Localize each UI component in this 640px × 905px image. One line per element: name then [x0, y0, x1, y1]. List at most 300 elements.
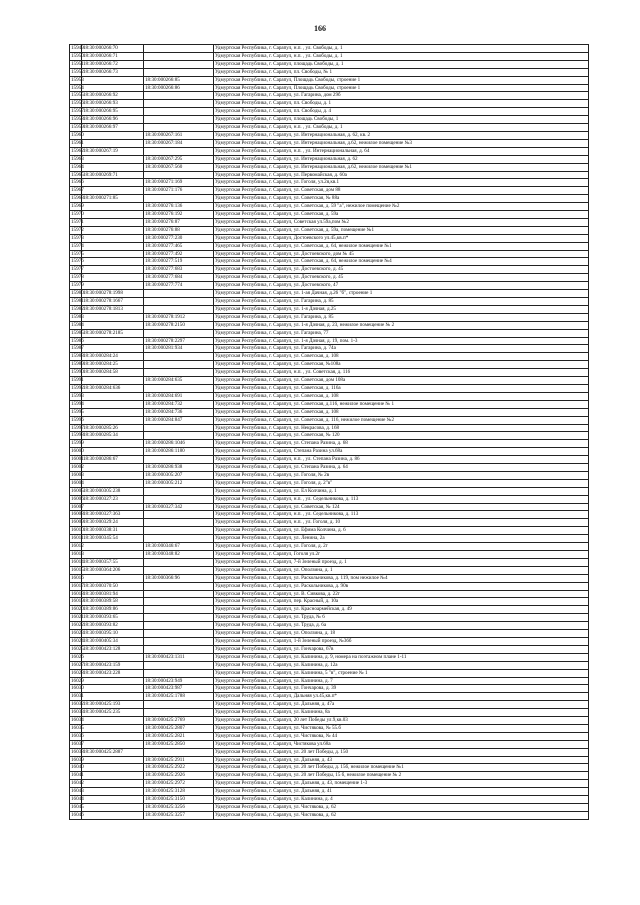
- address-cell: Удмуртская Республика, г. Сарапул, ул. Чистякова, д. 62: [214, 811, 589, 819]
- table-row: [70, 748, 589, 756]
- row-number-cell: 15962: [71, 147, 84, 154]
- land-cadastral-number-cell: [82, 503, 144, 511]
- row-number-cell: 16045: [71, 804, 84, 810]
- land-cadastral-number-cell: [82, 321, 144, 329]
- address-cell: Удмуртская Республика, г. Сарапул, н.п. , ул. Гоголя, д. 10: [214, 519, 589, 527]
- address-cell: Удмуртская Республика, г. Сарапул, ул. Достоевского, 47: [214, 282, 589, 290]
- row-number-cell: 15972: [71, 226, 84, 233]
- land-cadastral-number-cell: [82, 187, 144, 195]
- table-row: [70, 740, 589, 748]
- row-number-cell: 15996: [71, 416, 84, 423]
- row-number-cell: 16035: [71, 724, 84, 731]
- land-cadastral-number-cell: [82, 448, 144, 456]
- object-cadastral-number-cell: 18:30:000276:136: [144, 203, 214, 211]
- address-cell: Удмуртская Республика, г. Сарапул, ул. Советская, д. 59 "а", нежилое помещение №2: [214, 203, 589, 211]
- row-number-cell: 15979: [71, 282, 84, 289]
- address-cell: Удмуртская Республика, г. Сарапул, н.п. , ул. Свободы, д. 1: [214, 45, 589, 53]
- table-row: [70, 677, 589, 685]
- object-cadastral-number-cell: 18:30:000276:87: [144, 218, 214, 226]
- address-cell: Удмуртская Республика, г. Сарапул, 7-й Зеленый проезд, д. 1: [214, 558, 589, 566]
- table-row: [70, 464, 589, 472]
- land-cadastral-number-cell: [82, 282, 144, 290]
- address-cell: Удмуртская Республика, г. Сарапул, ул. Калинина, д. 7: [214, 677, 589, 685]
- land-cadastral-number-cell: [82, 234, 144, 242]
- land-cadastral-number-cell: 18:30:000269:71: [82, 171, 144, 179]
- land-cadastral-number-cell: [82, 756, 144, 764]
- object-cadastral-number-cell: 18:30:000277:230: [144, 234, 214, 242]
- land-cadastral-number-cell: [82, 218, 144, 226]
- row-number-cell: 16016: [71, 574, 84, 581]
- address-cell: Удмуртская Республика, г. Сарапул, площадь Свободы, д. 1: [214, 60, 589, 68]
- table-row: [70, 551, 589, 559]
- address-cell: Удмуртская Республика, г. Сарапул, ул. Калинина, 8а: [214, 709, 589, 717]
- table-row: [70, 788, 589, 796]
- land-cadastral-number-cell: 18:30:000327:23: [82, 495, 144, 503]
- land-cadastral-number-cell: 18:30:000284:58: [82, 369, 144, 377]
- address-cell: Удмуртская Республика, г. Сарапул, ул. 1-я Дачная, д. 23, нежилое помещение № 2: [214, 321, 589, 329]
- object-cadastral-number-cell: 18:30:000423:949: [144, 677, 214, 685]
- address-cell: Удмуртская Республика, г. Сарапул, ул. 20 лет Победы, д. 15б, нежилое помещение №1: [214, 764, 589, 772]
- land-cadastral-number-cell: [82, 408, 144, 416]
- object-cadastral-number-cell: 18:30:000423:987: [144, 685, 214, 693]
- object-cadastral-number-cell: [144, 582, 214, 590]
- address-cell: Удмуртская Республика, г. Сарапул, ул. Советская, д.116, нежилое помещение № 1: [214, 400, 589, 408]
- row-number-cell: 16046: [71, 811, 84, 818]
- address-cell: Удмуртская Республика, г. Сарапул, Степана Разина ул.68а: [214, 448, 589, 456]
- row-number-cell: 16008: [71, 511, 84, 518]
- land-cadastral-number-cell: 18:30:000423:228: [82, 669, 144, 677]
- address-cell: Удмуртская Республика, г. Сарапул, ул. Гагарина, д. 85: [214, 313, 589, 321]
- table-row: [70, 487, 589, 495]
- land-cadastral-number-cell: 18:30:000271:85: [82, 195, 144, 203]
- address-cell: Удмуртская Республика, г. Сарапул, ул. Калинина, д. 4: [214, 796, 589, 804]
- land-cadastral-number-cell: 18:30:000266:92: [82, 92, 144, 100]
- row-number-cell: 16013: [71, 551, 84, 557]
- table-row: [70, 337, 589, 345]
- table-row: [70, 598, 589, 606]
- object-cadastral-number-cell: 18:30:000278:1912: [144, 313, 214, 321]
- address-cell: Удмуртская Республика, г. Сарапул, н.п. , ул. Степана Разина, д. 86: [214, 456, 589, 464]
- object-cadastral-number-cell: [144, 147, 214, 155]
- land-cadastral-number-cell: 18:30:000338:31: [82, 527, 144, 535]
- object-cadastral-number-cell: 18:30:000267:161: [144, 131, 214, 139]
- object-cadastral-number-cell: [144, 701, 214, 709]
- table-row: [70, 353, 589, 361]
- row-number-cell: 16034: [71, 717, 84, 724]
- row-number-cell: 15992: [71, 384, 84, 391]
- land-cadastral-number-cell: [82, 653, 144, 661]
- table-row: [70, 266, 589, 274]
- table-row: [70, 432, 589, 440]
- land-cadastral-number-cell: [82, 155, 144, 163]
- object-cadastral-number-cell: 18:30:000277:492: [144, 250, 214, 258]
- row-number-cell: 15995: [71, 408, 84, 415]
- object-cadastral-number-cell: 18:30:000425:3256: [144, 804, 214, 812]
- row-number-cell: 15954: [71, 84, 84, 91]
- row-number-cell: 16024: [71, 637, 84, 644]
- row-number-cell: 15974: [71, 242, 84, 249]
- land-cadastral-number-cell: [82, 780, 144, 788]
- land-cadastral-number-cell: [82, 464, 144, 472]
- table-row: [70, 290, 589, 298]
- table-row: [70, 250, 589, 258]
- table-row: [70, 479, 589, 487]
- address-cell: Удмуртская Республика, г. Сарапул, ул. Достоевского, дом № 45: [214, 250, 589, 258]
- object-cadastral-number-cell: 18:30:000284:635: [144, 377, 214, 385]
- row-number-cell: 15966: [71, 179, 84, 186]
- row-number-cell: 15990: [71, 369, 84, 376]
- address-cell: Удмуртская Республика, г. Сарапул, ул. 1-я Дачная, д.25: [214, 305, 589, 313]
- object-cadastral-number-cell: 18:30:000277:774: [144, 282, 214, 290]
- table-row: [70, 131, 589, 139]
- object-cadastral-number-cell: [144, 369, 214, 377]
- object-cadastral-number-cell: [144, 748, 214, 756]
- row-number-cell: 15969: [71, 203, 84, 210]
- object-cadastral-number-cell: 18:30:000284:732: [144, 400, 214, 408]
- land-cadastral-number-cell: 18:30:000266:95: [82, 108, 144, 116]
- table-row: [70, 424, 589, 432]
- object-cadastral-number-cell: [144, 424, 214, 432]
- address-cell: Удмуртская Республика, г. Сарапул, ул. Советская, д. 59а: [214, 211, 589, 219]
- table-row: [70, 732, 589, 740]
- land-cadastral-number-cell: 18:30:000393:82: [82, 622, 144, 630]
- land-cadastral-number-cell: [82, 345, 144, 353]
- land-cadastral-number-cell: [82, 543, 144, 551]
- address-cell: Удмуртская Республика, г. Сарапул, ул. Советская, д. 108: [214, 353, 589, 361]
- object-cadastral-number-cell: [144, 290, 214, 298]
- address-cell: Удмуртская Республика, г. Сарапул, Дальняя ул.45,кв.п*: [214, 693, 589, 701]
- object-cadastral-number-cell: 18:30:000425:3257: [144, 811, 214, 819]
- row-number-cell: 15955: [71, 92, 84, 99]
- land-cadastral-number-cell: 18:30:000266:96: [82, 116, 144, 124]
- object-cadastral-number-cell: [144, 456, 214, 464]
- object-cadastral-number-cell: [144, 566, 214, 574]
- land-cadastral-number-cell: 18:30:000393:65: [82, 614, 144, 622]
- object-cadastral-number-cell: 18:30:000425:2807: [144, 724, 214, 732]
- table-row: [70, 614, 589, 622]
- land-cadastral-number-cell: [82, 724, 144, 732]
- table-row: [70, 653, 589, 661]
- row-number-cell: 16030: [71, 685, 84, 692]
- table-row: [70, 92, 589, 100]
- row-number-cell: 15965: [71, 171, 84, 178]
- address-cell: Удмуртская Республика, г. Сарапул, н.п. , ул. Седельникова, д. 113: [214, 511, 589, 519]
- table-row: [70, 163, 589, 171]
- land-cadastral-number-cell: 18:30:000425:193: [82, 701, 144, 709]
- address-cell: Удмуртская Республика, г. Сарапул, ул. Советская, д. 108: [214, 392, 589, 400]
- land-cadastral-number-cell: [82, 693, 144, 701]
- table-row: [70, 361, 589, 369]
- object-cadastral-number-cell: 18:30:000276:88: [144, 226, 214, 234]
- address-cell: Удмуртская Республика, г. Сарапул, ул. Гагарина, 77: [214, 329, 589, 337]
- land-cadastral-number-cell: 18:30:000423:159: [82, 661, 144, 669]
- object-cadastral-number-cell: [144, 622, 214, 630]
- table-row: [70, 68, 589, 76]
- table-row: [70, 108, 589, 116]
- land-cadastral-number-cell: 18:30:000423:128: [82, 645, 144, 653]
- address-cell: Удмуртская Республика, г. Сарапул, ул. Оползина, д. 18: [214, 630, 589, 638]
- object-cadastral-number-cell: [144, 669, 214, 677]
- table-row: [70, 329, 589, 337]
- row-number-cell: 16041: [71, 772, 84, 779]
- address-cell: Удмуртская Республика, г. Сарапул, ул. Ел Колчина, д. 1: [214, 487, 589, 495]
- row-number-cell: 15973: [71, 234, 84, 241]
- land-cadastral-number-cell: [82, 740, 144, 748]
- land-cadastral-number-cell: 18:30:000345:54: [82, 535, 144, 543]
- land-cadastral-number-cell: 18:30:000370:50: [82, 582, 144, 590]
- object-cadastral-number-cell: [144, 709, 214, 717]
- land-cadastral-number-cell: [82, 377, 144, 385]
- address-cell: Удмуртская Республика, г. Сарапул, ул. Советская, д. 116, нежилое помещение №2: [214, 416, 589, 424]
- row-number-cell: 16039: [71, 756, 84, 763]
- land-cadastral-number-cell: 18:30:000286:67: [82, 456, 144, 464]
- row-number-cell: 15957: [71, 108, 84, 115]
- row-number-cell: 15988: [71, 353, 84, 360]
- object-cadastral-number-cell: 18:30:000284:847: [144, 416, 214, 424]
- table-row: [70, 187, 589, 195]
- object-cadastral-number-cell: [144, 100, 214, 108]
- object-cadastral-number-cell: [144, 52, 214, 60]
- row-number-cell: 16023: [71, 630, 84, 637]
- table-row: [70, 582, 589, 590]
- object-cadastral-number-cell: 18:30:000278:2150: [144, 321, 214, 329]
- address-cell: Удмуртская Республика, г. Сарапул, ул. В. Сивкова, д. 22г: [214, 590, 589, 598]
- row-number-cell: 16033: [71, 709, 84, 716]
- address-cell: Удмуртская Республика, г. Сарапул, ул. Гагарина, д. 74а: [214, 345, 589, 353]
- land-cadastral-number-cell: 18:30:000425:2887: [82, 748, 144, 756]
- table-row: [70, 495, 589, 503]
- address-cell: Удмуртская Республика, г. Сарапул, ул. 20 лет Победы, д. 150: [214, 748, 589, 756]
- table-row: [70, 369, 589, 377]
- object-cadastral-number-cell: 18:30:000277:683: [144, 266, 214, 274]
- land-cadastral-number-cell: [82, 479, 144, 487]
- table-row: [70, 764, 589, 772]
- row-number-cell: 15964: [71, 163, 84, 170]
- address-cell: Удмуртская Республика, г. Сарапул, ул. Гончарова, 67в: [214, 645, 589, 653]
- object-cadastral-number-cell: [144, 495, 214, 503]
- object-cadastral-number-cell: 18:30:000305:207: [144, 471, 214, 479]
- row-number-cell: 15977: [71, 266, 84, 273]
- table-row: [70, 590, 589, 598]
- row-number-cell: 15967: [71, 187, 84, 194]
- land-cadastral-number-cell: [82, 131, 144, 139]
- row-number-cell: 15970: [71, 211, 84, 218]
- object-cadastral-number-cell: [144, 661, 214, 669]
- address-cell: Удмуртская Республика, г. Сарапул, ул. Советская, дом 108а: [214, 377, 589, 385]
- table-row: [70, 345, 589, 353]
- address-cell: Удмуртская Республика, г. Сарапул, н.п. , ул. Свободы, д. 1: [214, 52, 589, 60]
- row-number-cell: 16021: [71, 614, 84, 621]
- table-row: [70, 543, 589, 551]
- row-number-cell: 15978: [71, 274, 84, 281]
- address-cell: Удмуртская Республика, г. Сарапул, ул. Чистякова, № 55.б: [214, 724, 589, 732]
- object-cadastral-number-cell: 18:30:000271:169: [144, 179, 214, 187]
- land-cadastral-number-cell: [82, 203, 144, 211]
- table-row: [70, 392, 589, 400]
- table-row: [70, 258, 589, 266]
- address-cell: Удмуртская Республика, г. Сарапул, ул. Дальняя, д. 43: [214, 756, 589, 764]
- address-cell: Удмуртская Республика, г. Сарапул, ул. Калинина, д. 9, номера на поэтажном плане 1-11: [214, 653, 589, 661]
- row-number-cell: 15976: [71, 258, 84, 265]
- row-number-cell: 16000: [71, 448, 84, 455]
- object-cadastral-number-cell: 18:30:000271:176: [144, 187, 214, 195]
- address-cell: Удмуртская Республика, г. Сарапул, пл. Свободы, д. 1: [214, 100, 589, 108]
- land-cadastral-number-cell: 18:30:000284:24: [82, 353, 144, 361]
- land-cadastral-number-cell: [82, 163, 144, 171]
- address-cell: Удмуртская Республика, г. Сарапул, ул. Дальняя, д. 47а: [214, 701, 589, 709]
- land-cadastral-number-cell: 18:30:000357:55: [82, 558, 144, 566]
- land-cadastral-number-cell: [82, 732, 144, 740]
- land-cadastral-number-cell: 18:30:000284:636: [82, 384, 144, 392]
- table-row: [70, 448, 589, 456]
- row-number-cell: 15975: [71, 250, 84, 257]
- table-row: [70, 100, 589, 108]
- row-number-cell: 16011: [71, 535, 84, 542]
- address-cell: Удмуртская Республика, г. Сарапул, ул. Раскольникова, д. 119, пом нежилое №4: [214, 574, 589, 582]
- table-row: [70, 400, 589, 408]
- row-number-cell: 15953: [71, 76, 84, 83]
- table-row: [70, 574, 589, 582]
- object-cadastral-number-cell: [144, 60, 214, 68]
- object-cadastral-number-cell: [144, 124, 214, 132]
- land-cadastral-number-cell: 18:30:000329:24: [82, 519, 144, 527]
- address-cell: Удмуртская Республика, г. Сарапул, н.п. , ул. Советская, д. 116: [214, 369, 589, 377]
- row-number-cell: 16029: [71, 677, 84, 684]
- table-row: [70, 645, 589, 653]
- table-row: [70, 701, 589, 709]
- table-row: [70, 218, 589, 226]
- object-cadastral-number-cell: 18:30:000425:2850: [144, 740, 214, 748]
- address-cell: Удмуртская Республика, г. Сарапул, ул. Советская, д. 116а: [214, 384, 589, 392]
- land-cadastral-number-cell: [82, 811, 144, 819]
- row-number-cell: 16012: [71, 543, 84, 550]
- row-number-cell: 15989: [71, 361, 84, 368]
- address-cell: Удмуртская Республика, г. Сарапул, ул. Советская, № 88а: [214, 195, 589, 203]
- land-cadastral-number-cell: 18:30:000425:235: [82, 709, 144, 717]
- table-row: [70, 203, 589, 211]
- row-number-cell: 15994: [71, 400, 84, 407]
- land-cadastral-number-cell: 18:30:000381:94: [82, 590, 144, 598]
- address-cell: Удмуртская Республика, г. Сарапул, ул. 1-ая Дачная, д.26 "б", строение 1: [214, 290, 589, 298]
- object-cadastral-number-cell: 18:30:000278:2297: [144, 337, 214, 345]
- object-cadastral-number-cell: 18:30:000425:2821: [144, 732, 214, 740]
- land-cadastral-number-cell: 18:30:000266:71: [82, 52, 144, 60]
- row-number-cell: 16017: [71, 582, 84, 589]
- address-cell: Удмуртская Республика, г. Сарапул, ул. Дальняя, д. 43, помещение 1-3: [214, 780, 589, 788]
- address-cell: Удмуртская Республика, г. Сарапул, пл. Свободы, № 1: [214, 68, 589, 76]
- table-row: [70, 811, 589, 819]
- table-row: [70, 84, 589, 92]
- row-number-cell: 15960: [71, 131, 84, 138]
- row-number-cell: 16027: [71, 661, 84, 668]
- table-row: [70, 171, 589, 179]
- object-cadastral-number-cell: [144, 606, 214, 614]
- address-cell: Удмуртская Республика, г. Сарапул, ул. Советская, № 124: [214, 503, 589, 511]
- address-cell: Удмуртская Республика, г. Сарапул, пер. Красный, д. 10а: [214, 598, 589, 606]
- object-cadastral-number-cell: 18:30:000266:86: [144, 84, 214, 92]
- land-cadastral-number-cell: 18:30:000266:97: [82, 124, 144, 132]
- land-cadastral-number-cell: 18:30:000278:2185: [82, 329, 144, 337]
- object-cadastral-number-cell: 18:30:000425:2926: [144, 772, 214, 780]
- object-cadastral-number-cell: 18:30:000286:1180: [144, 448, 214, 456]
- row-number-cell: 15987: [71, 345, 84, 352]
- row-number-cell: 16003: [71, 471, 84, 478]
- object-cadastral-number-cell: 18:30:000286:1046: [144, 440, 214, 448]
- table-row: [70, 124, 589, 132]
- address-cell: Удмуртская Республика, г. Сарапул, ул. Интернациональная, д. 62: [214, 155, 589, 163]
- land-cadastral-number-cell: [82, 211, 144, 219]
- row-number-cell: 16006: [71, 495, 84, 502]
- land-cadastral-number-cell: [82, 337, 144, 345]
- land-cadastral-number-cell: [82, 574, 144, 582]
- object-cadastral-number-cell: 18:30:000281:934: [144, 345, 214, 353]
- land-cadastral-number-cell: 18:30:000285:26: [82, 424, 144, 432]
- table-row: [70, 298, 589, 306]
- row-number-cell: 16019: [71, 598, 84, 605]
- address-cell: Удмуртская Республика, г. Сарапул, ул. Достоевского, д. 45: [214, 266, 589, 274]
- table-row: [70, 622, 589, 630]
- table-row: [70, 179, 589, 187]
- address-cell: Удмуртская Республика, г. Сарапул, ул. Чистякова, № 44: [214, 732, 589, 740]
- table-row: [70, 147, 589, 155]
- object-cadastral-number-cell: 18:30:000425:2769: [144, 717, 214, 725]
- row-number-cell: 15952: [71, 68, 84, 75]
- table-row: [70, 456, 589, 464]
- address-cell: Удмуртская Республика, г. Сарапул, Чистякова ул.68а: [214, 740, 589, 748]
- land-cadastral-number-cell: [82, 400, 144, 408]
- row-number-cell: 15963: [71, 155, 84, 162]
- land-cadastral-number-cell: 18:30:000278:1813: [82, 305, 144, 313]
- land-cadastral-number-cell: 18:30:000364:206: [82, 566, 144, 574]
- row-number-cell: 15980: [71, 290, 84, 297]
- address-cell: Удмуртская Республика, г. Сарапул, ул. 1-я Дачная, д. 19, пом. 1-3: [214, 337, 589, 345]
- table-row: [70, 76, 589, 84]
- land-cadastral-number-cell: [82, 313, 144, 321]
- address-cell: Удмуртская Республика, г. Сарапул, ул. Гончарова, д. 39: [214, 685, 589, 693]
- address-cell: Удмуртская Республика, г. Сарапул, Советская ул.59а,пом №2: [214, 218, 589, 226]
- row-number-cell: 16044: [71, 796, 84, 803]
- address-cell: Удмуртская Республика, г. Сарапул, ул. Красноармейская, д. 49: [214, 606, 589, 614]
- address-cell: Удмуртская Республика, г. Сарапул, ул. 20 лет Победы, 15 б, нежилое помещение № 2: [214, 772, 589, 780]
- table-row: [70, 566, 589, 574]
- address-cell: Удмуртская Республика, г. Сарапул, ул. Достоевского, д. 45: [214, 274, 589, 282]
- address-cell: Удмуртская Республика, г. Сарапул, ул. Советская, №108а: [214, 361, 589, 369]
- table-row: [70, 709, 589, 717]
- address-cell: Удмуртская Республика, г. Сарапул, Площадь Свободы, строение 1: [214, 84, 589, 92]
- land-cadastral-number-cell: 18:30:000305:238: [82, 487, 144, 495]
- page-number: 166: [314, 24, 326, 33]
- table-row: [70, 52, 589, 60]
- address-cell: Удмуртская Республика, г. Сарапул, ул. Гагарина, дом 29б: [214, 92, 589, 100]
- table-row: [70, 116, 589, 124]
- row-number-cell: 15981: [71, 298, 84, 304]
- object-cadastral-number-cell: 18:30:000286:938: [144, 464, 214, 472]
- table-row: [70, 630, 589, 638]
- table-row: [70, 669, 589, 677]
- table-row: [70, 637, 589, 645]
- address-cell: Удмуртская Республика, г. Сарапул, н.п. , ул. Интернациональная, д. 64: [214, 147, 589, 155]
- row-number-cell: 16007: [71, 503, 84, 510]
- table-row: [70, 242, 589, 250]
- land-cadastral-number-cell: [82, 440, 144, 448]
- row-number-cell: 16043: [71, 788, 84, 795]
- object-cadastral-number-cell: [144, 630, 214, 638]
- object-cadastral-number-cell: [144, 432, 214, 440]
- address-cell: Удмуртская Республика, г. Сарапул, ул. Первомайская, д. 60а: [214, 171, 589, 179]
- object-cadastral-number-cell: 18:30:000266:85: [144, 76, 214, 84]
- table-row: [70, 756, 589, 764]
- object-cadastral-number-cell: 18:30:000284:736: [144, 408, 214, 416]
